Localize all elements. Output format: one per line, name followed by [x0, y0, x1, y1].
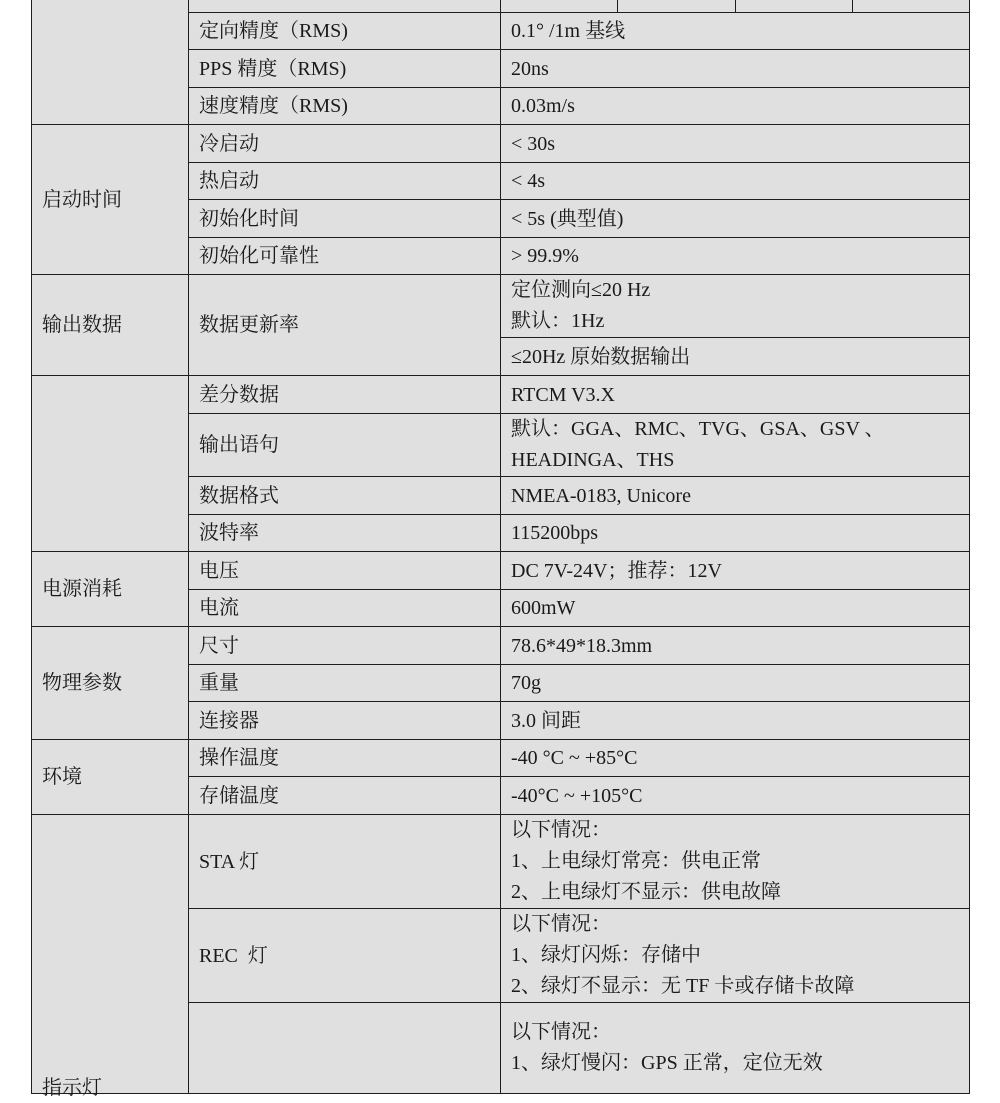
value-cell: [501, 275, 970, 338]
value-cell: DC 7V-24V；推荐：12V: [501, 552, 970, 590]
value-cell: 78.6*49*18.3mm: [501, 627, 970, 665]
value-cell: > 99.9%: [501, 238, 970, 275]
value-cell: 0.1° /1m 基线: [501, 13, 970, 50]
value-line: 2、上电绿灯不显示：供电故障: [511, 881, 781, 903]
param-cell: PPS 精度（RMS): [189, 50, 501, 88]
sub-cell: [618, 0, 735, 12]
table-row: [32, 740, 970, 777]
category-cell: [32, 815, 189, 1099]
param-cell: 冷启动: [189, 125, 501, 163]
param-cell-cut: [189, 0, 501, 13]
value-cell: 20ns: [501, 50, 970, 88]
value-cell: < 5s (典型值): [501, 200, 970, 238]
param-cell: REC 灯: [189, 909, 501, 1003]
category-cell: 物理参数: [32, 627, 189, 740]
param-cell: 速度精度（RMS): [189, 88, 501, 125]
table-row: [32, 0, 970, 13]
param-cell: 波特率: [189, 515, 501, 552]
value-cell: -40 °C ~ +85°C: [501, 740, 970, 777]
category-label: 指示灯: [42, 1077, 102, 1099]
value-line: 默认：1Hz: [511, 310, 605, 332]
param-cell: STA 灯: [189, 815, 501, 909]
spec-table: [31, 0, 970, 1099]
table-row: [32, 275, 970, 338]
category-cell: 输出数据: [32, 275, 189, 376]
param-cell: 差分数据: [189, 376, 501, 414]
param-cell: 数据更新率: [189, 275, 501, 376]
param-cell: 电流: [189, 590, 501, 627]
value-cell: 3.0 间距: [501, 702, 970, 740]
value-line: 默认：GGA、RMC、TVG、GSA、GSV 、: [511, 418, 885, 440]
value-line: 1、绿灯闪烁：存储中: [511, 944, 701, 966]
value-cell: 600mW: [501, 590, 970, 627]
value-cell: [501, 909, 970, 1003]
value-cell: 70g: [501, 665, 970, 702]
param-cell: 定向精度（RMS): [189, 13, 501, 50]
table-row: [32, 376, 970, 414]
category-cell-empty: [32, 0, 189, 125]
category-cell: 启动时间: [32, 125, 189, 275]
param-cell: 存储温度: [189, 777, 501, 815]
value-line: 以下情况：: [511, 913, 611, 935]
value-line: 2、绿灯不显示：无 TF 卡或存储卡故障: [511, 975, 855, 997]
param-cell: 数据格式: [189, 477, 501, 515]
value-cell: < 30s: [501, 125, 970, 163]
value-cell: 0.03m/s: [501, 88, 970, 125]
value-line: 以下情况：: [511, 1021, 611, 1043]
param-cell: 输出语句: [189, 414, 501, 477]
value-line: 1、上电绿灯常亮：供电正常: [511, 850, 761, 872]
sub-cell: [501, 0, 618, 12]
sub-cell: [736, 0, 853, 12]
value-cell: 115200bps: [501, 515, 970, 552]
table-row: [32, 552, 970, 590]
table-row: [32, 125, 970, 163]
value-cell: -40°C ~ +105°C: [501, 777, 970, 815]
param-cell: 热启动: [189, 163, 501, 200]
param-cell: 尺寸: [189, 627, 501, 665]
value-cell: ≤20Hz 原始数据输出: [501, 338, 970, 376]
value-cell: [501, 1003, 970, 1094]
param-cell: [189, 1003, 501, 1094]
param-cell: 连接器: [189, 702, 501, 740]
value-line: 定位测向≤20 Hz: [511, 279, 651, 301]
table-row: [32, 815, 970, 909]
param-cell: 重量: [189, 665, 501, 702]
value-cell: < 4s: [501, 163, 970, 200]
category-cell-empty: [32, 376, 189, 552]
value-line: 1、绿灯慢闪：GPS 正常，定位无效: [511, 1052, 823, 1074]
category-cell: 电源消耗: [32, 552, 189, 627]
param-cell: 初始化时间: [189, 200, 501, 238]
value-cell: NMEA-0183, Unicore: [501, 477, 970, 515]
sub-cell: [853, 0, 969, 12]
value-cell: RTCM V3.X: [501, 376, 970, 414]
value-cell-cut: [501, 0, 970, 13]
value-cell: [501, 414, 970, 477]
value-cell: [501, 815, 970, 909]
param-cell: 初始化可靠性: [189, 238, 501, 275]
value-line: HEADINGA、THS: [511, 449, 675, 471]
param-cell: 电压: [189, 552, 501, 590]
category-cell: 环境: [32, 740, 189, 815]
value-line: 以下情况：: [511, 819, 611, 841]
table-row: [32, 627, 970, 665]
param-cell: 操作温度: [189, 740, 501, 777]
